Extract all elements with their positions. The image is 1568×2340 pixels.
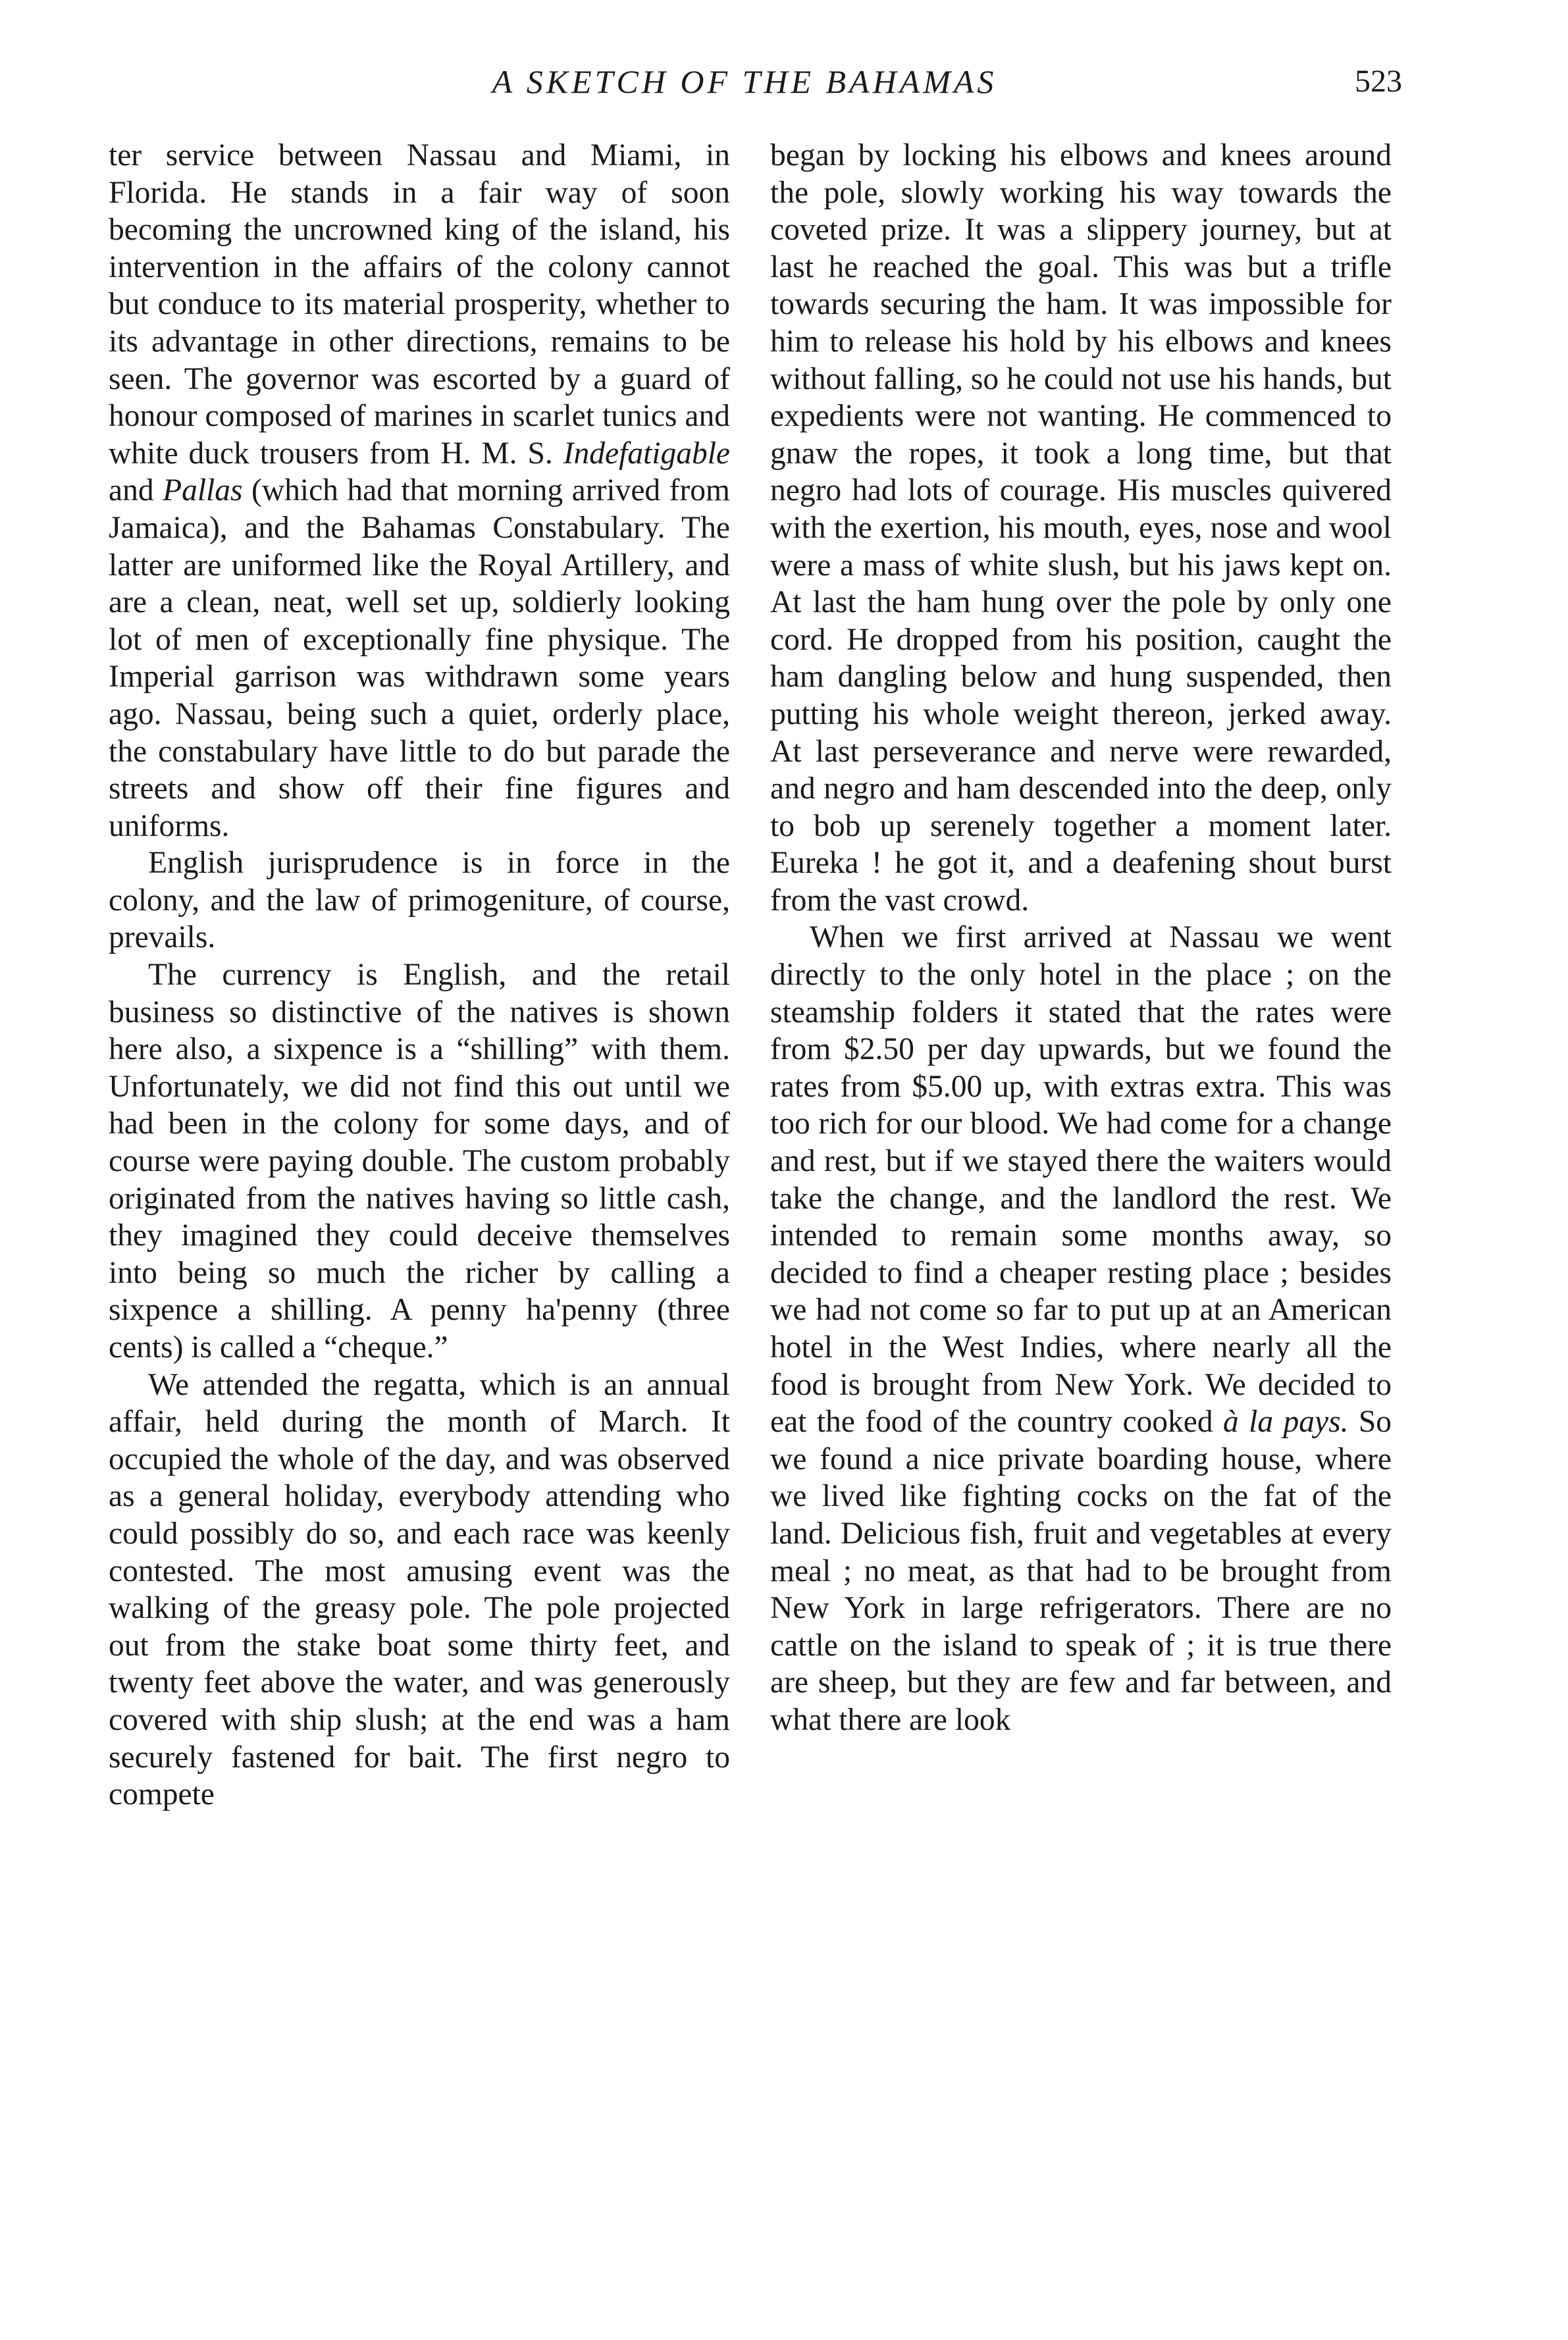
- left-column: [109, 137, 730, 1813]
- running-title: A SKETCH OF THE BAHAMAS: [492, 63, 997, 100]
- paragraph-regatta: We attended the regatta, which is an annual affair, held during the month of March. It occupied the whole of the day, and was observed as a general holiday, everybody attending who could possibly do so, and each race was keenly contested. The most amusing event was the walking of the greasy pole. The pole projected out from the stake boat some thirty feet, and twenty feet above the water, and was generously covered with ship slush; at the end was a ham securely fastened for bait. The first negro to compete: [109, 1367, 730, 1812]
- text-run: ter service between Nassau and Miami, in Florida. He stands in a fair way of soon becoming the uncrowned king of the island, his intervention in the affairs of the colony cannot but conduce to its material prosperity, whether to its advantage in other directions, remains to be seen. The governor was escorted by a guard of honour composed of marines in scarlet tunics and white duck trousers from H. M. S.: [109, 138, 730, 471]
- paragraph-hotel: [770, 919, 1392, 1738]
- text-run: (which had that morning arrived from Jamaica), and the Bahamas Constabulary. The latter are uniformed like the Royal Artillery, and are a clean, neat, well set up, soldierly looking lot of men of exceptionally fine physique. The Imperial garrison was withdrawn some years ago. Nassau, being such a quiet, orderly place, the constabulary have little to do but parade the streets and show off their fine figures and uniforms.: [109, 473, 730, 843]
- right-column: [770, 137, 1392, 1739]
- ship-name-pallas: Pallas: [163, 473, 243, 508]
- text-run: So we found a nice private boarding house, where we lived like fighting cocks on the fat of the land. Delicious fish, fruit and vegetables at every meal ; no meat, as that had to be brought from New York in large refrigerators. There are no cattle on the island to speak of ; it is true there are sheep, but they are few and far between, and what there are look: [770, 1405, 1392, 1737]
- text-run: When we first arrived at Nassau we went directly to the only hotel in the place ; on the steamship folders it stated that the rates were from $2.50 per day upwards, but we found the rates from $5.00 up, with extras extra. This was too rich for our blood. We had come for a change and rest, but if we stayed there the waiters would take the change, and the landlord the rest. We intended to remain some months away, so decided to find a cheaper resting place ; besides we had not come so far to put up at an American hotel in the West Indies, where nearly all the food is brought from New York. We decided to eat the food of the country cooked: [770, 920, 1392, 1440]
- paragraph-currency: The currency is English, and the retail business so distinctive of the natives is shown here also, a sixpence is a “shilling” with them. Unfortunately, we did not find this out until we had been in the colony for some days, and of course were paying double. The custom probably originated from the natives having so little cash, they imagined they could deceive themselves into being so much the richer by calling a sixpence a shilling. A penny ha'penny (three cents) is called a “cheque.”: [109, 958, 730, 1365]
- page-number: 523: [1355, 64, 1402, 99]
- page-header: [0, 58, 1568, 105]
- ship-name-indefatigable: Indefatigable: [563, 436, 730, 471]
- paragraph-greasy-pole: began by locking his elbows and knees around the pole, slowly working his way towards the coveted prize. It was a slippery journey, but at last he reached the goal. This was but a trifle towards securing the ham. It was impossible for him to release his hold by his elbows and knees without falling, so he could not use his hands, but expedients were not wanting. He commenced to gnaw the ropes, it took a long time, but that negro had lots of courage. His muscles quivered with the exertion, his mouth, eyes, nose and wool were a mass of white slush, but his jaws kept on. At last the ham hung over the pole by only one cord. He dropped from his position, caught the ham dangling below and hung suspended, then putting his whole weight thereon, jerked away. At last perseverance and nerve were rewarded, and negro and ham descended into the deep, only to bob up serenely together a moment later. Eureka ! he got it, and a deafening shout burst from the vast crowd.: [770, 138, 1392, 918]
- foreign-phrase: à la pays.: [1223, 1405, 1349, 1440]
- paragraph-jurisprudence: English jurisprudence is in force in the colony, and the law of primogeniture, of course, prevails.: [109, 846, 730, 955]
- text-run: and: [109, 473, 154, 508]
- paragraph-governor-escort: [109, 137, 730, 845]
